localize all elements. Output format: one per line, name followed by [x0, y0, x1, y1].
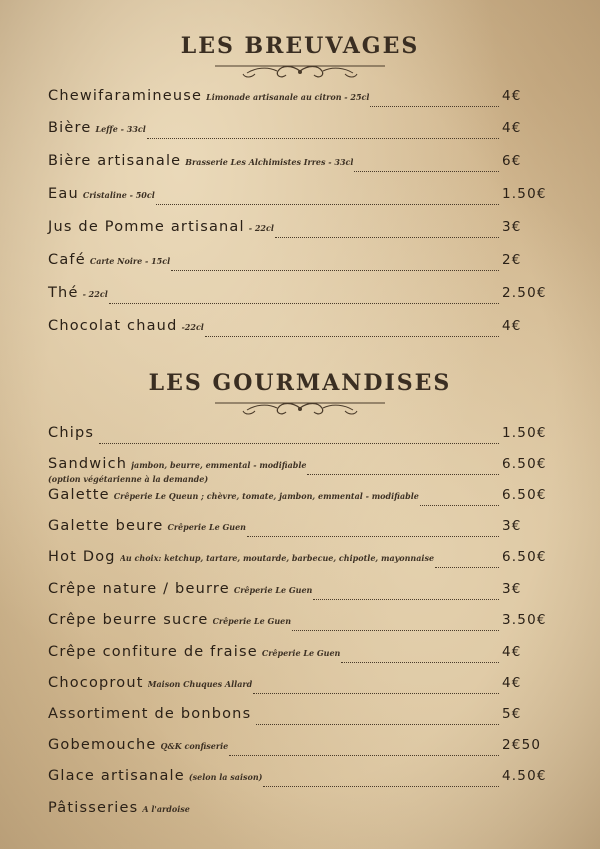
list-item: [48, 186, 550, 208]
list-item: [48, 487, 550, 509]
list-item: [48, 675, 550, 697]
list-item: [48, 285, 550, 307]
dot-leader: [109, 303, 499, 304]
item-name: Bière: [48, 120, 92, 136]
item-name: Galette beure: [48, 518, 164, 534]
section-title-gourmandises: LES GOURMANDISES: [148, 370, 452, 396]
item-price: 2€: [502, 252, 522, 268]
item-price: 6.50€: [502, 487, 547, 503]
item-price: 4€: [502, 88, 522, 104]
item-name: Crêpe beurre sucre: [48, 612, 209, 628]
dot-leader: [313, 599, 499, 600]
dot-leader: [307, 474, 499, 475]
item-description: - 22cl: [82, 289, 108, 299]
item-name: Gobemouche: [48, 737, 157, 753]
item-description: Crêperie Le Guen: [261, 648, 341, 658]
dot-leader: [247, 536, 499, 537]
item-note: (option végétarienne à la demande): [48, 474, 209, 484]
item-price: 6.50€: [502, 456, 547, 472]
list-item: [48, 581, 550, 603]
item-price: 3€: [502, 518, 522, 534]
item-name: Chocolat chaud: [48, 318, 178, 334]
item-description: Brasserie Les Alchimistes Irres - 33cl: [185, 157, 354, 167]
item-name: Bière artisanale: [48, 153, 182, 169]
item-name: Thé: [48, 285, 79, 301]
list-item: [48, 549, 550, 571]
item-description: Crêperie Le Guen: [167, 522, 246, 532]
item-name: Chocoprout: [48, 675, 144, 691]
dot-leader: [370, 106, 499, 107]
item-description: Q&K confiserie: [160, 741, 229, 751]
dot-leader: [205, 336, 499, 337]
ornament-divider-icon: [0, 397, 600, 419]
item-description: Crêperie Le Guen: [212, 616, 292, 626]
item-name: Pâtisseries: [48, 800, 139, 816]
item-price: 4.50€: [502, 768, 547, 784]
item-name: Galette: [48, 487, 110, 503]
item-name: Crêpe confiture de fraise: [48, 644, 258, 660]
dot-leader: [354, 171, 499, 172]
list-item: [48, 800, 550, 822]
dot-leader: [292, 630, 499, 631]
item-description: Crêperie Le Guen: [233, 585, 313, 595]
item-description: Limonade artisanale au citron - 25cl: [206, 92, 370, 102]
item-description: - 22cl: [248, 223, 274, 233]
item-name: Chips: [48, 425, 95, 441]
list-item: [48, 318, 550, 340]
section-title-breuvages: LES BREUVAGES: [180, 33, 420, 59]
item-description: Crêperie Le Queun ; chèvre, tomate, jambon, emmental - modifiable: [113, 491, 419, 501]
item-name: Glace artisanale: [48, 768, 185, 784]
list-item: [48, 612, 550, 634]
item-price: 4€: [502, 318, 522, 334]
list-item: [48, 644, 550, 666]
item-price: 4€: [502, 120, 522, 136]
item-description: Maison Chuques Allard: [147, 679, 253, 689]
item-price: 3€: [502, 581, 522, 597]
item-name: Sandwich: [48, 456, 128, 472]
item-name: Jus de Pomme artisanal: [48, 219, 245, 235]
list-item: [48, 252, 550, 274]
list-item: [48, 706, 550, 728]
dot-leader: [341, 662, 499, 663]
dot-leader: [435, 567, 499, 568]
item-price: 2.50€: [502, 285, 547, 301]
item-price: 6.50€: [502, 549, 547, 565]
item-price: 3.50€: [502, 612, 547, 628]
dot-leader: [99, 443, 499, 444]
item-name: Hot Dog: [48, 549, 116, 565]
list-item: [48, 425, 550, 447]
item-name: Chewifaramineuse: [48, 88, 203, 104]
item-description: Leffe - 33cl: [95, 124, 146, 134]
list-item: [48, 153, 550, 175]
list-item: [48, 518, 550, 540]
item-price: 4€: [502, 644, 522, 660]
dot-leader: [147, 138, 499, 139]
dot-leader: [275, 237, 499, 238]
item-name: Assortiment de bonbons: [48, 706, 252, 722]
item-name: Crêpe nature / beurre: [48, 581, 230, 597]
item-description: Au choix: ketchup, tartare, moutarde, barbecue, chipotle, mayonnaise: [119, 553, 435, 563]
item-price: 4€: [502, 675, 522, 691]
item-description: -22cl: [181, 322, 204, 332]
item-description: (selon la saison): [188, 772, 263, 782]
list-item: [48, 120, 550, 142]
item-price: 1.50€: [502, 186, 547, 202]
item-price: 3€: [502, 219, 522, 235]
item-price: 5€: [502, 706, 522, 722]
item-price: 1.50€: [502, 425, 547, 441]
item-description: Carte Noire - 15cl: [89, 256, 171, 266]
item-name: Café: [48, 252, 86, 268]
dot-leader: [256, 724, 499, 725]
dot-leader: [253, 693, 499, 694]
item-description: jambon, beurre, emmental - modifiable: [131, 460, 307, 470]
dot-leader: [420, 505, 499, 506]
item-name: Eau: [48, 186, 79, 202]
item-description: A l'ardoise: [142, 804, 190, 814]
item-price: 6€: [502, 153, 522, 169]
dot-leader: [171, 270, 499, 271]
list-item: [48, 737, 550, 759]
dot-leader: [263, 786, 499, 787]
dot-leader: [156, 204, 499, 205]
dot-leader: [229, 755, 499, 756]
item-price: 2€50: [502, 737, 542, 753]
ornament-divider-icon: [0, 60, 600, 82]
list-item: [48, 88, 550, 110]
item-description: Cristaline - 50cl: [82, 190, 155, 200]
list-item: [48, 219, 550, 241]
list-item: [48, 768, 550, 790]
